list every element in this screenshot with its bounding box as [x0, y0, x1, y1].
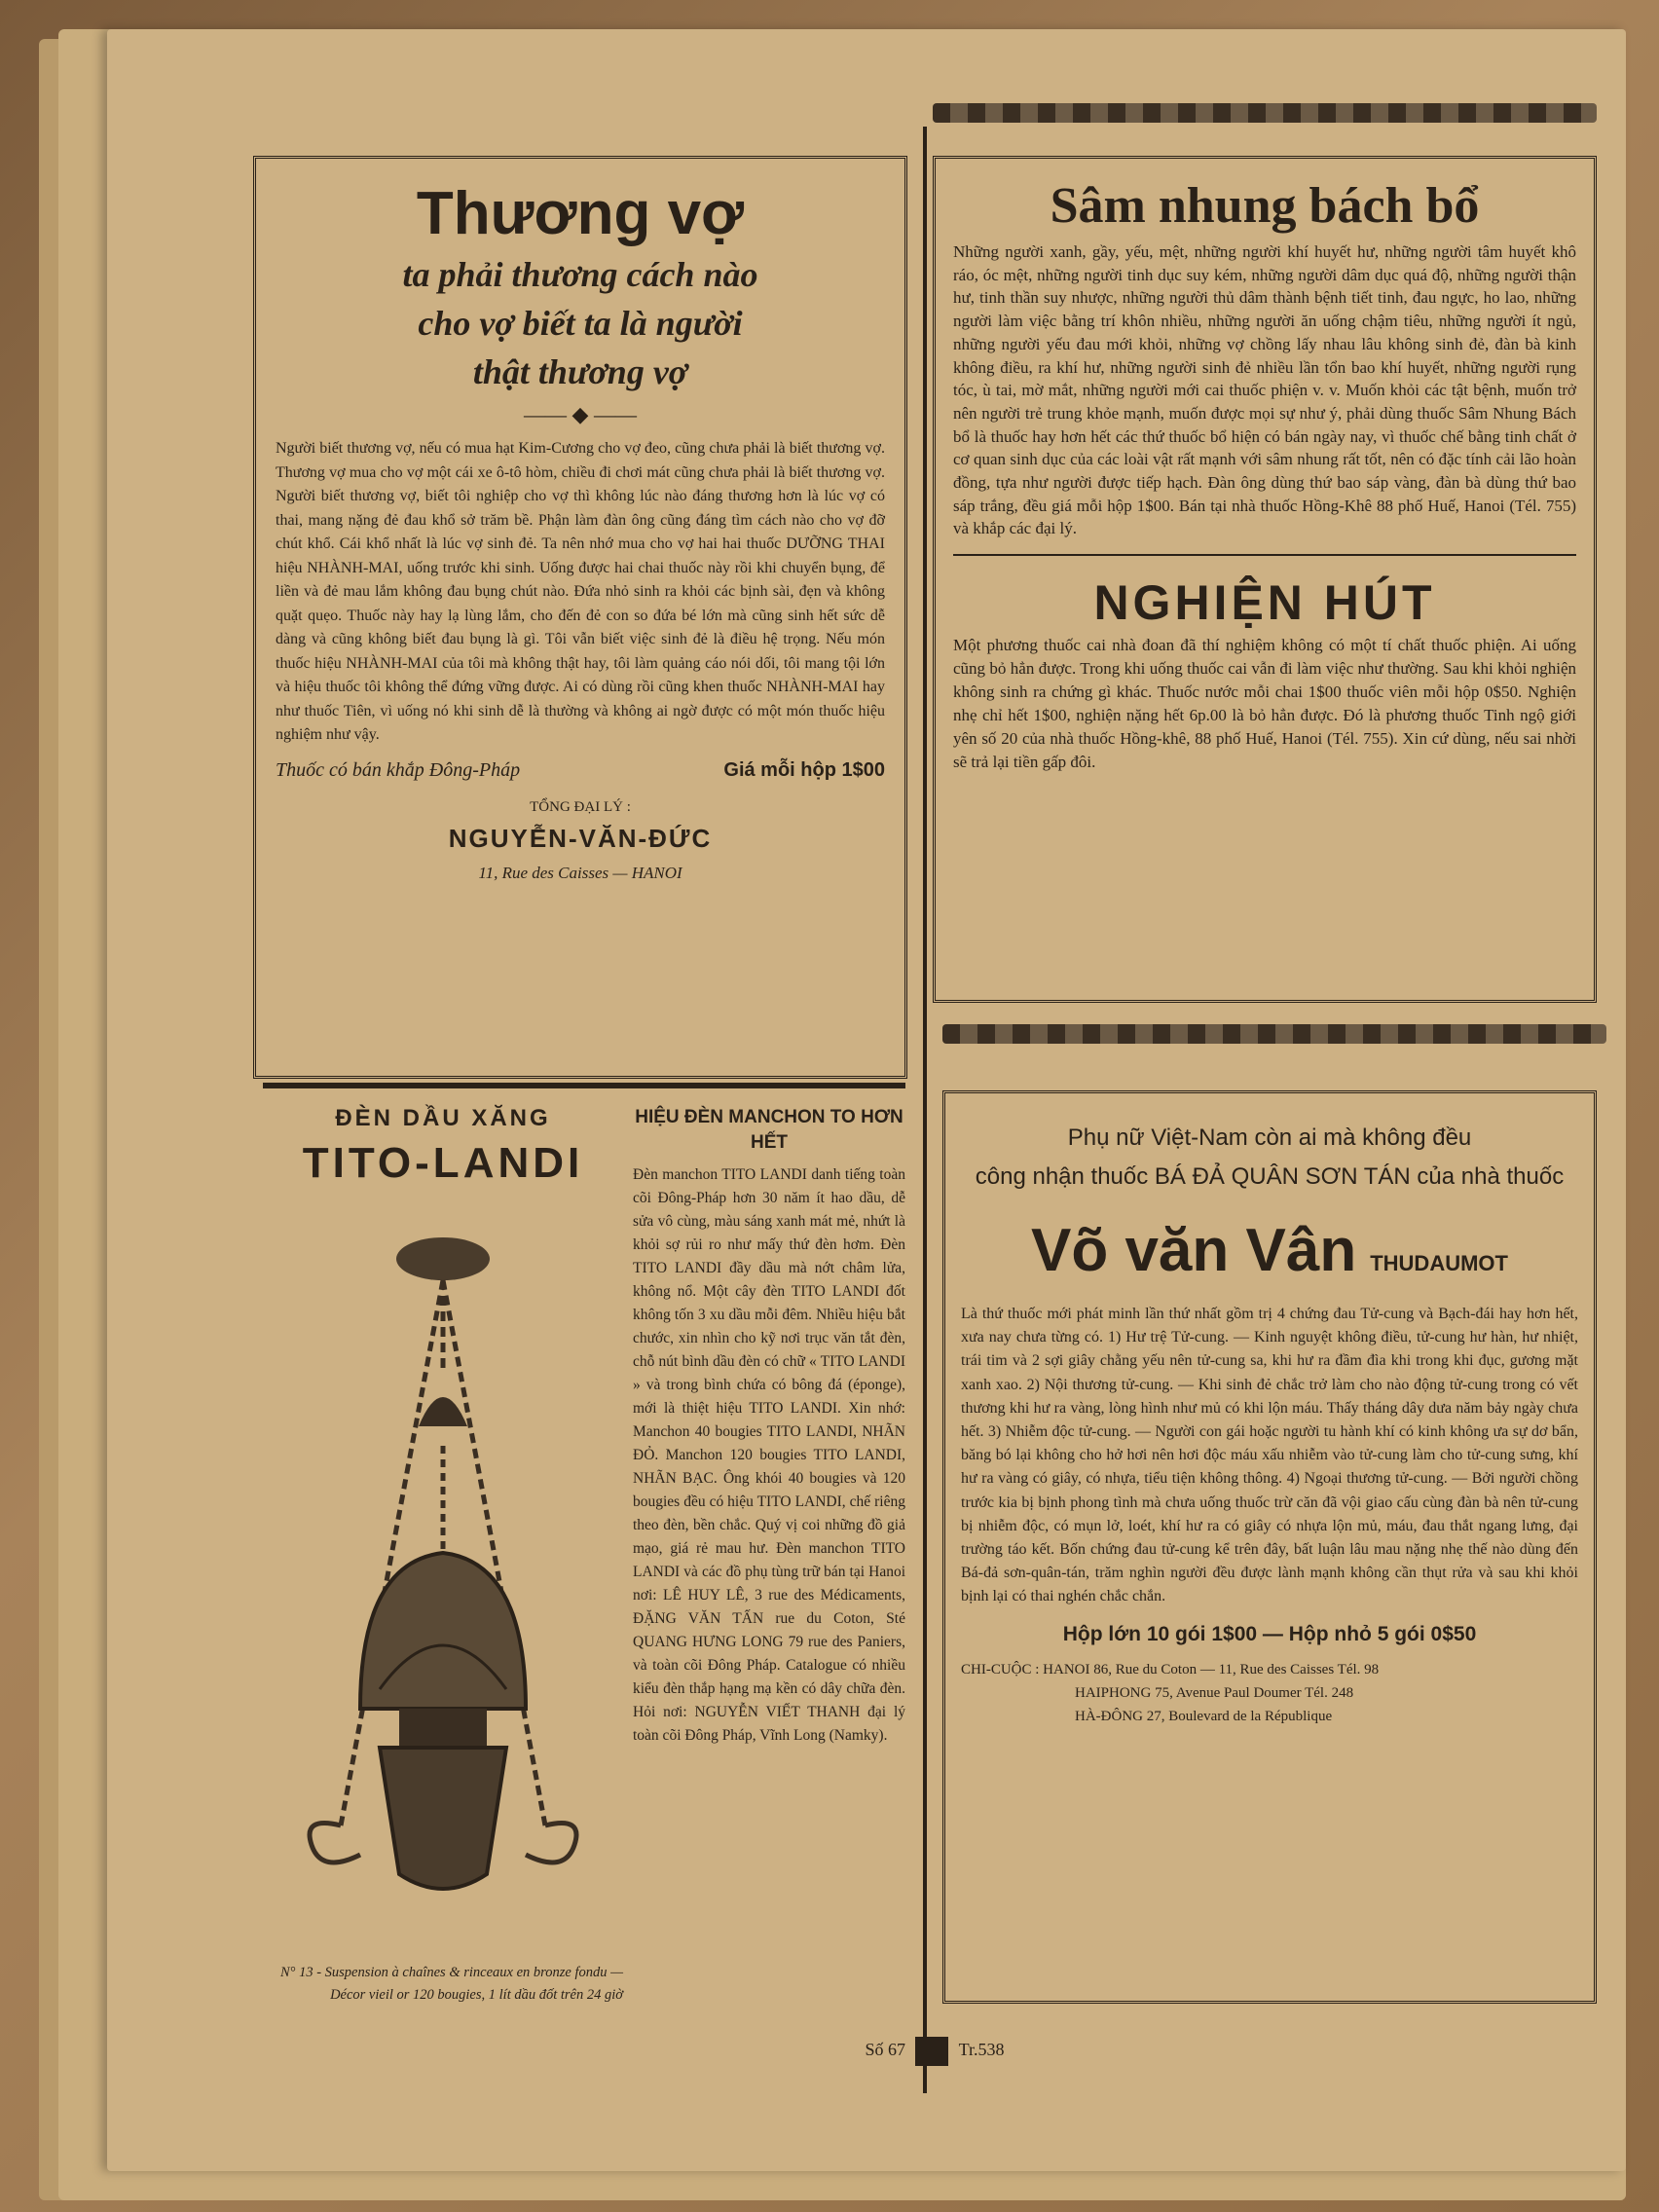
ad1-availability: Thuốc có bán khắp Đông-Pháp: [276, 758, 521, 781]
ad1-subtitle-3: thật thương vợ: [472, 352, 688, 391]
ad1-agent-label: TỔNG ĐẠI LÝ :: [530, 798, 631, 815]
wave-border-bottom: [942, 1024, 1606, 1044]
ad1-agent-address: 11, Rue des Caisses — HANOI: [478, 863, 682, 882]
ad1-price: Giá mỗi hộp 1$00: [723, 758, 885, 781]
lamp-illustration: [282, 1232, 604, 1913]
ad-thuong-vo: [253, 156, 907, 1079]
ornament-divider: —— ◆ ——: [524, 402, 637, 426]
lamp-drawing: [282, 1232, 604, 1913]
ad5-branch-hanoi: CHI-CUỘC : HANOI 86, Rue du Coton — 11, Rue des Caisses Tél. 98: [961, 1661, 1380, 1677]
ad4-caption: N° 13 - Suspension à chaînes & rinceaux en bronze fondu — Décor vieil or 120 bougies, 1 lít dầu đốt trên 24 giờ: [279, 1965, 623, 2003]
wave-border-top: [933, 103, 1597, 123]
ad2-title: Sâm nhung bách bổ: [1050, 178, 1480, 234]
ad4-top-rule: [263, 1083, 905, 1088]
ad4-body: Đèn manchon TITO LANDI danh tiếng toàn cõi Đông-Pháp hơn 30 năm ít hao dầu, dễ sửa vô cùng, màu sáng xanh mát mẻ, nhứt là khỏi sợ rủi ro như mấy thứ đèn hơm. Đèn TITO LANDI đầy dầu mà nớt châm lửa, không nổ. Một cây đèn TITO LANDI đốt không tốn 3 xu dầu mỗi đêm. Nhiều hiệu bắt chước, xin nhìn cho kỹ nơi trục văn tắt đèn, chỗ nút bình dầu đèn có chữ « TITO LANDI » và trong bình chứa có bông đá (éponge), mới là thiệt hiệu TITO LANDI. Xin nhớ: Manchon 40 bougies TITO LANDI, NHÃN ĐỎ. Manchon 120 bougies TITO LANDI, NHÃN BẠC. Ông khói 40 bougies và 120 bougies đều có hiệu TITO LANDI, chế riêng theo đèn, bền chắc. Quý vị coi những đồ giả mạo, giá rẻ mau hư. Đèn manchon TITO LANDI và các đồ phụ tùng trữ bán tại Hanoi nơi: LÊ HUY LÊ, 3 rue des Médicaments, ĐẶNG VĂN TẤN rue du Coton, Sté QUANG HƯNG LONG 79 rue des Paniers, và toàn cõi Đông Pháp. Catalogue có nhiều kiểu đèn thắp hạng mạ kền có dây chữa đèn. Hỏi nơi: NGUYỄN VIẾT THANH đại lý toàn cõi Đông Pháp, Vĩnh Long (Namky).: [633, 1166, 905, 1744]
ad2-rule: [953, 554, 1576, 556]
newspaper-page: [107, 29, 1626, 2171]
ad1-body: Người biết thương vợ, nếu có mua hạt Kim-Cương cho vợ đeo, cũng chưa phải là biết thương vợ. Thương vợ mua cho vợ một cái xe ô-tô hòm, chiều đi chơi mát cũng chưa phải là biết thương vợ. Người biết thương vợ, biết tôi nghiệp cho vợ thì không lúc nào đáng thương hơn là lúc vợ có thai, mang nặng đẻ đau khổ sở trăm bề. Phận làm đàn ông cũng đáng tìm cách nào cho vợ đỡ chút khổ. Cái khổ nhất là lúc vợ sinh đẻ. Ta nên nhớ mua cho vợ hai hai thuốc DƯỠNG THAI hiệu NHÀNH-MAI, uống trước khi sinh. Uống được hai chai thuốc này rồi khi chuyển bụng, để liền và đẻ mau lắm không đau bụng chút nào. Đứa nhỏ sinh ra khỏi các bịnh sài, đẹn và không quặt quẹo. Thuốc này hay lạ lùng lắm, cho đến đẻ con so đứa bé lớn mà cũng sinh hết sức dễ dàng và cũng không biết đau bụng là gì. Tôi vẫn biết việc sinh đẻ là điều hệ trọng. Nếu món thuốc hiệu NHÀNH-MAI của tôi mà không thật hay, tôi làm quảng cáo nói dối, tôi mang tội lớn và hiệu thuốc tôi không thể đứng vững được. Ai có dùng rồi cũng khen thuốc NHÀNH-MAI hay như thuốc Tiên, vì uống nó khi sinh dễ là thường và không ai ngờ được có một món thuốc hiệu nghiệm như vậy.: [276, 440, 885, 743]
ad4-brand: TITO-LANDI: [302, 1139, 584, 1187]
publisher-logo: [915, 2037, 948, 2066]
ad4-column-heading: HIỆU ĐÈN MANCHON TO HƠN HẾT: [635, 1107, 903, 1153]
ad5-branch-hadong: HÀ-ĐÔNG 27, Boulevard de la République: [1075, 1708, 1333, 1724]
ad5-branches: [961, 1658, 1578, 1728]
ad3-body: Một phương thuốc cai nhà đoan đã thí nghiệm không có một tí chất thuốc phiện. Ai uống cũng bỏ hẳn được. Trong khi uống thuốc cai vẫn đi làm việc như thường. Sau khi khỏi nghiện không sinh ra chứng gì khác. Thuốc nước mỗi chai 1$00 thuốc viên mỗi hộp 0$50. Nghiện nhẹ chỉ hết 1$00, nghiện nặng hết 6p.00 là bỏ hẳn được. Đó là phương thuốc Tinh ngộ giới yên số 20 của nhà thuốc Hồng-khê, 88 phố Huế, Hanoi (Tél. 755). Xin cứ dùng, nếu sai nhời sẽ trả lại tiền gấp đôi.: [953, 636, 1576, 772]
column-divider: [923, 127, 927, 2093]
ad1-agent-name: NGUYỄN-VĂN-ĐỨC: [448, 823, 713, 853]
ad5-intro-2: công nhận thuốc BÁ ĐẢ QUÂN SƠN TÁN của nhà thuốc: [975, 1163, 1565, 1190]
ad5-branch-haiphong: HAIPHONG 75, Avenue Paul Doumer Tél. 248: [1075, 1684, 1354, 1701]
page-footer: [789, 2037, 1081, 2066]
ad-sam-nhung: [933, 156, 1597, 1003]
ad3-title: NGHIỆN HÚT: [1093, 575, 1436, 631]
ad1-title: Thương vợ: [416, 180, 745, 247]
ad5-brand: Võ văn Vân: [1031, 1217, 1357, 1284]
ad2-body: Những người xanh, gầy, yếu, mệt, những người khí huyết hư, những người tâm huyết khô ráo, óc mệt, những người tinh dục suy kém, những người dâm dục quá độ, những người thận hư, tinh thần suy nhược, những người thủ dâm thành bệnh tiết tinh, đau ngực, ho lao, những người làm việc bằng trí khôn nhiều, những người ăn uống chậm tiêu, những người ít ngủ, những người yếu đau mới khỏi, những vợ chồng lấy nhau lâu không sinh đẻ, đàn bà kinh không điều, ra khí hư, những người sinh đẻ nhiều lần tổn bao khí huyết, những người rụng tóc, ù tai, mờ mắt, những người mới cai thuốc phiện v. v. Muốn khỏi các tật bệnh, muốn trở nên người trẻ trung khỏe mạnh, muốn được mọi sự như ý, phải dùng thuốc Sâm Nhung Bách bổ là thuốc hay hơn hết các thứ thuốc bổ hiện có bán ngày nay, vì thuốc chế bằng tinh chất ở cơ quan sinh dục của các loài vật rất mạnh với sâm nhung rất tốt, nên có đặc tính cải lão hoàn đồng, tựa như người được tiếp hạch. Đàn ông dùng thứ bao sáp vàng, đàn bà dùng thứ bao sáp trắng, đều giá mỗi hộp 1$00. Bán tại nhà thuốc Hồng-Khê 88 phố Huế, Hanoi (Tél. 755) và khắp các đại lý.: [953, 242, 1576, 538]
ad5-body: Là thứ thuốc mới phát minh lần thứ nhất gồm trị 4 chứng đau Tử-cung và Bạch-đái hay hơn hết, xưa nay chưa từng có. 1) Hư trệ Tử-cung. — Kinh nguyệt không điều, tử-cung hư hàn, hư nhiệt, trái tim và 2 sợi giây chằng yếu nên tử-cung sa, khi hư ra đầm đìa khi trong khi đục, gương mặt xanh xao. 2) Nội thương tử-cung. — Khi sinh đẻ chắc trở làm cho nào động tử-cung trong có vết thương khi hư ra vàng, lòng hình như mủ có khi lộn máu. Thấy tháng dây dưa năm bảy ngày chưa hết. 3) Nhiễm độc tử-cung. — Người con gái hoặc người tu hành khí có kinh không ưa sự dơ bẩn, băng bó lại không cho hở hơi nên hơi độc máu xấu nhiễm vào tử-cung làm cho tử-cung sưng, khí hư ra vàng có giây, có nhựa, tiểu tiện không thông. 4) Ngoại thương tử-cung. — Bởi người chồng trước kia bị bịnh phong tình mà chưa uống thuốc trừ căn đã vội giao cấu cùng đàn bà nên tử-cung bị nhiễm độc, có mụn lở, loét, khí hư ra có giây có nhựa lộn mủ, máu, đau thắt ngang lưng, đại trường táo kết. Bốn chứng đau tử-cung kể trên đây, bất luận lâu mau nặng nhẹ thế nào dùng đến Bá-đả sơn-quân-tán, trăm nghìn người đều được lành mạnh không cần thụt rửa và sau khi khỏi bịnh lại có thai nghén chắc chắn.: [961, 1306, 1578, 1605]
ad5-brand-location: THUDAUMOT: [1370, 1251, 1508, 1275]
ad5-intro: Phụ nữ Việt-Nam còn ai mà không đều: [1067, 1124, 1472, 1151]
ad1-subtitle-1: ta phải thương cách nào: [402, 255, 758, 294]
ad-vo-van-van: [942, 1090, 1597, 2004]
ad-tito-landi: [263, 1105, 905, 2098]
page-number: Tr.538: [958, 2040, 1005, 2060]
issue-number: Số 67: [865, 2040, 905, 2060]
ad5-price: Hộp lớn 10 gói 1$00 — Hộp nhỏ 5 gói 0$50: [1062, 1622, 1477, 1645]
ad1-subtitle-2: cho vợ biết ta là người: [418, 304, 743, 343]
ad4-heading: ĐÈN DẦU XĂNG: [335, 1105, 551, 1131]
